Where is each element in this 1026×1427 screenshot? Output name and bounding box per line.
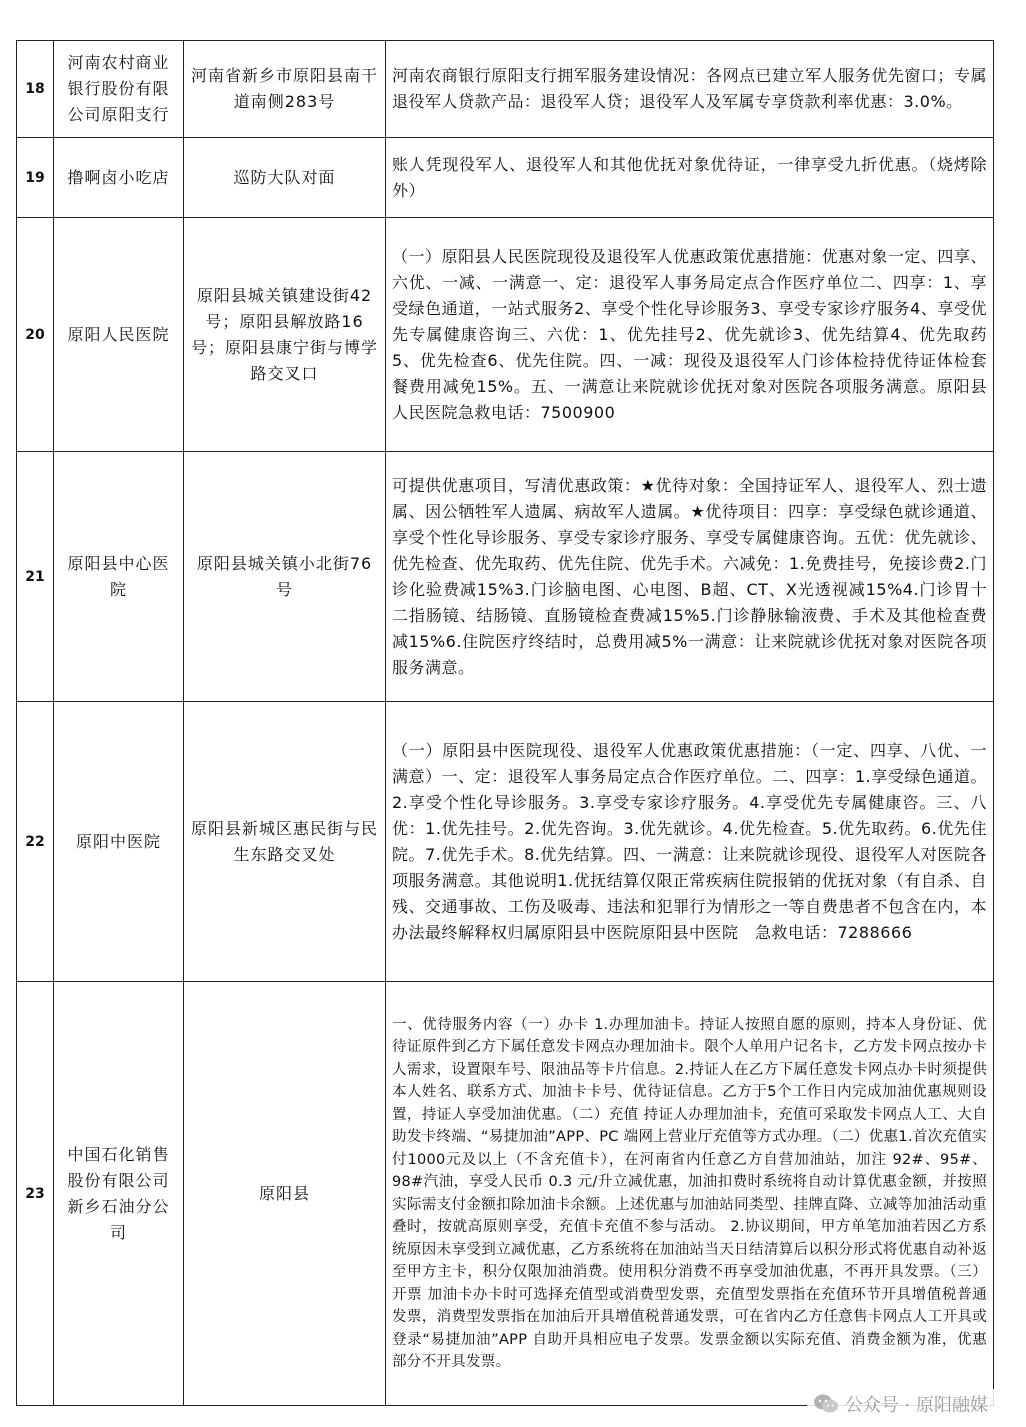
wechat-icon [813,1393,839,1415]
merchant-name: 撸啊卤小吃店 [54,138,184,218]
merchant-name: 原阳人民医院 [54,218,184,452]
benefits-table [16,40,994,1406]
row-number: 20 [17,218,54,452]
merchant-name: 原阳县中心医院 [54,452,184,702]
benefit-description: 可提供优惠项目，写清优惠政策：★优待对象：全国持证军人、退役军人、烈士遗属、因公牺牲军人遗属、病故军人遗属。★优待项目：四享：享受绿色就诊通道、享受个性化导诊服务、享受专家诊疗服务、享受专属健康咨询。五优：优先就诊、优先检查、优先取药、优先住院、优先手术。六减免：1.免费挂号，免接诊费2.门诊化验费减15%3.门诊脑电图、心电图、B超、CT、X光透视减15%4.门诊胃十二指肠镜、结肠镜、直肠镜检查费减15%5.门诊静脉输液费、手术及其他检查费减15%6.住院医疗终结时，总费用减5%一满意：让来院就诊优抚对象对医院各项服务满意。 [386,452,994,702]
merchant-name: 河南农村商业银行股份有限公司原阳支行 [54,41,184,138]
merchant-address: 原阳县新城区惠民街与民生东路交叉处 [184,702,386,982]
watermark-text: 公众号 · 原阳融媒 [844,1395,988,1416]
merchant-address: 河南省新乡市原阳县南干道南侧283号 [184,41,386,138]
benefit-description: 河南农商银行原阳支行拥军服务建设情况：各网点已建立军人服务优先窗口；专属退役军人贷款产品：退役军人贷；退役军人及军属专享贷款利率优惠：3.0%。 [386,41,994,138]
watermark [807,1389,994,1419]
merchant-name: 中国石化销售股份有限公司新乡石油分公司 [54,982,184,1406]
benefit-description: （一）原阳县中医院现役、退役军人优惠政策优惠措施：（一定、四享、八优、一满意）一、定：退役军人事务局定点合作医疗单位。二、四享：1.享受绿色通道。2.享受个性化导诊服务。3.享受专家诊疗服务。4.享受优先专属健康咨。三、八优：1.优先挂号。2.优先咨询。3.优先就诊。4.优先检查。5.优先取药。6.优先住院。7.优先手术。8.优先结算。四、一满意：让来院就诊现役、退役军人对医院各项服务满意。其他说明1.优抚结算仅限正常疾病住院报销的优抚对象（有自杀、自残、交通事故、工伤及吸毒、违法和犯罪行为情形之一等自费患者不包含在内，本办法最终解释权归属原阳县中医院原阳县中医院 急救电话：7288666 [386,702,994,982]
row-number: 22 [17,702,54,982]
merchant-address: 巡防大队对面 [184,138,386,218]
table-row [17,41,994,138]
merchant-address: 原阳县 [184,982,386,1406]
merchant-address: 原阳县城关镇建设街42号；原阳县解放路16号；原阳县康宁街与博学路交叉口 [184,218,386,452]
table-row [17,982,994,1406]
merchant-address: 原阳县城关镇小北街76号 [184,452,386,702]
table-row [17,702,994,982]
merchant-name: 原阳中医院 [54,702,184,982]
benefit-description: （一）原阳县人民医院现役及退役军人优惠政策优惠措施：优惠对象一定、四享、六优、一减、一满意一、定：退役军人事务局定点合作医疗单位二、四享：1、享受绿色通道，一站式服务2、享受个性化导诊服务3、享受专家诊疗服务4、享受优先专属健康咨询三、六优：1、优先挂号2、优先就诊3、优先结算4、优先取药5、优先检查6、优先住院。四、一减：现役及退役军人门诊体检持优待证体检套餐费用减免15%。五、一满意让来院就诊优抚对象对医院各项服务满意。原阳县人民医院急救电话：7500900 [386,218,994,452]
row-number: 18 [17,41,54,138]
table-row [17,452,994,702]
table-row [17,218,994,452]
table-row [17,138,994,218]
row-number: 21 [17,452,54,702]
benefit-description: 账人凭现役军人、退役军人和其他优抚对象优待证，一律享受九折优惠。（烧烤除外） [386,138,994,218]
benefit-description: 一、优待服务内容（一）办卡 1.办理加油卡。持证人按照自愿的原则，持本人身份证、优待证原件到乙方下属任意发卡网点办理加油卡。限个人单用户记名卡，乙方发卡网点按办卡人需求，设置限车号、限油品等卡片信息。2.持证人在乙方下属任意发卡网点办卡时须提供本人姓名、联系方式、加油卡卡号、优待证信息。乙方于5个工作日内完成加油优惠规则设置，持证人享受加油优惠。（二）充值 持证人办理加油卡，充值可采取发卡网点人工、大自助发卡终端、“易捷加油”APP、PC 端网上营业厅充值等方式办理。（二）优惠1.首次充值实付1000元及以上（不含充值卡），在河南省内任意乙方自营加油站，加注 92#、95#、98#汽油，享受人民币 0.3 元/升立减优惠，加油扣费时系统将自动计算优惠金额，并按照实际需支付金额扣除加油卡余额。上述优惠与加油站同类型、挂牌直降、立减等加油活动重叠时，按就高原则享受，充值卡充值不参与活动。 2.协议期间，甲方单笔加油若因乙方系统原因未享受到立减优惠，乙方系统将在加油站当天日结清算后以积分形式将优惠自动补返至甲方主卡，积分仅限加油消费。使用积分消费不再享受加油优惠，不再开具发票。（三）开票 加油卡办卡时可选择充值型或消费型发票，充值型发票指在充值环节开具增值税普通发票，消费型发票指在加油后开具增值税普通发票，可在省内乙方任意售卡网点人工开具或登录“易捷加油”APP 自助开具相应电子发票。发票金额以实际充值、消费金额为准，优惠部分不开具发票。 [386,982,994,1406]
row-number: 19 [17,138,54,218]
row-number: 23 [17,982,54,1406]
